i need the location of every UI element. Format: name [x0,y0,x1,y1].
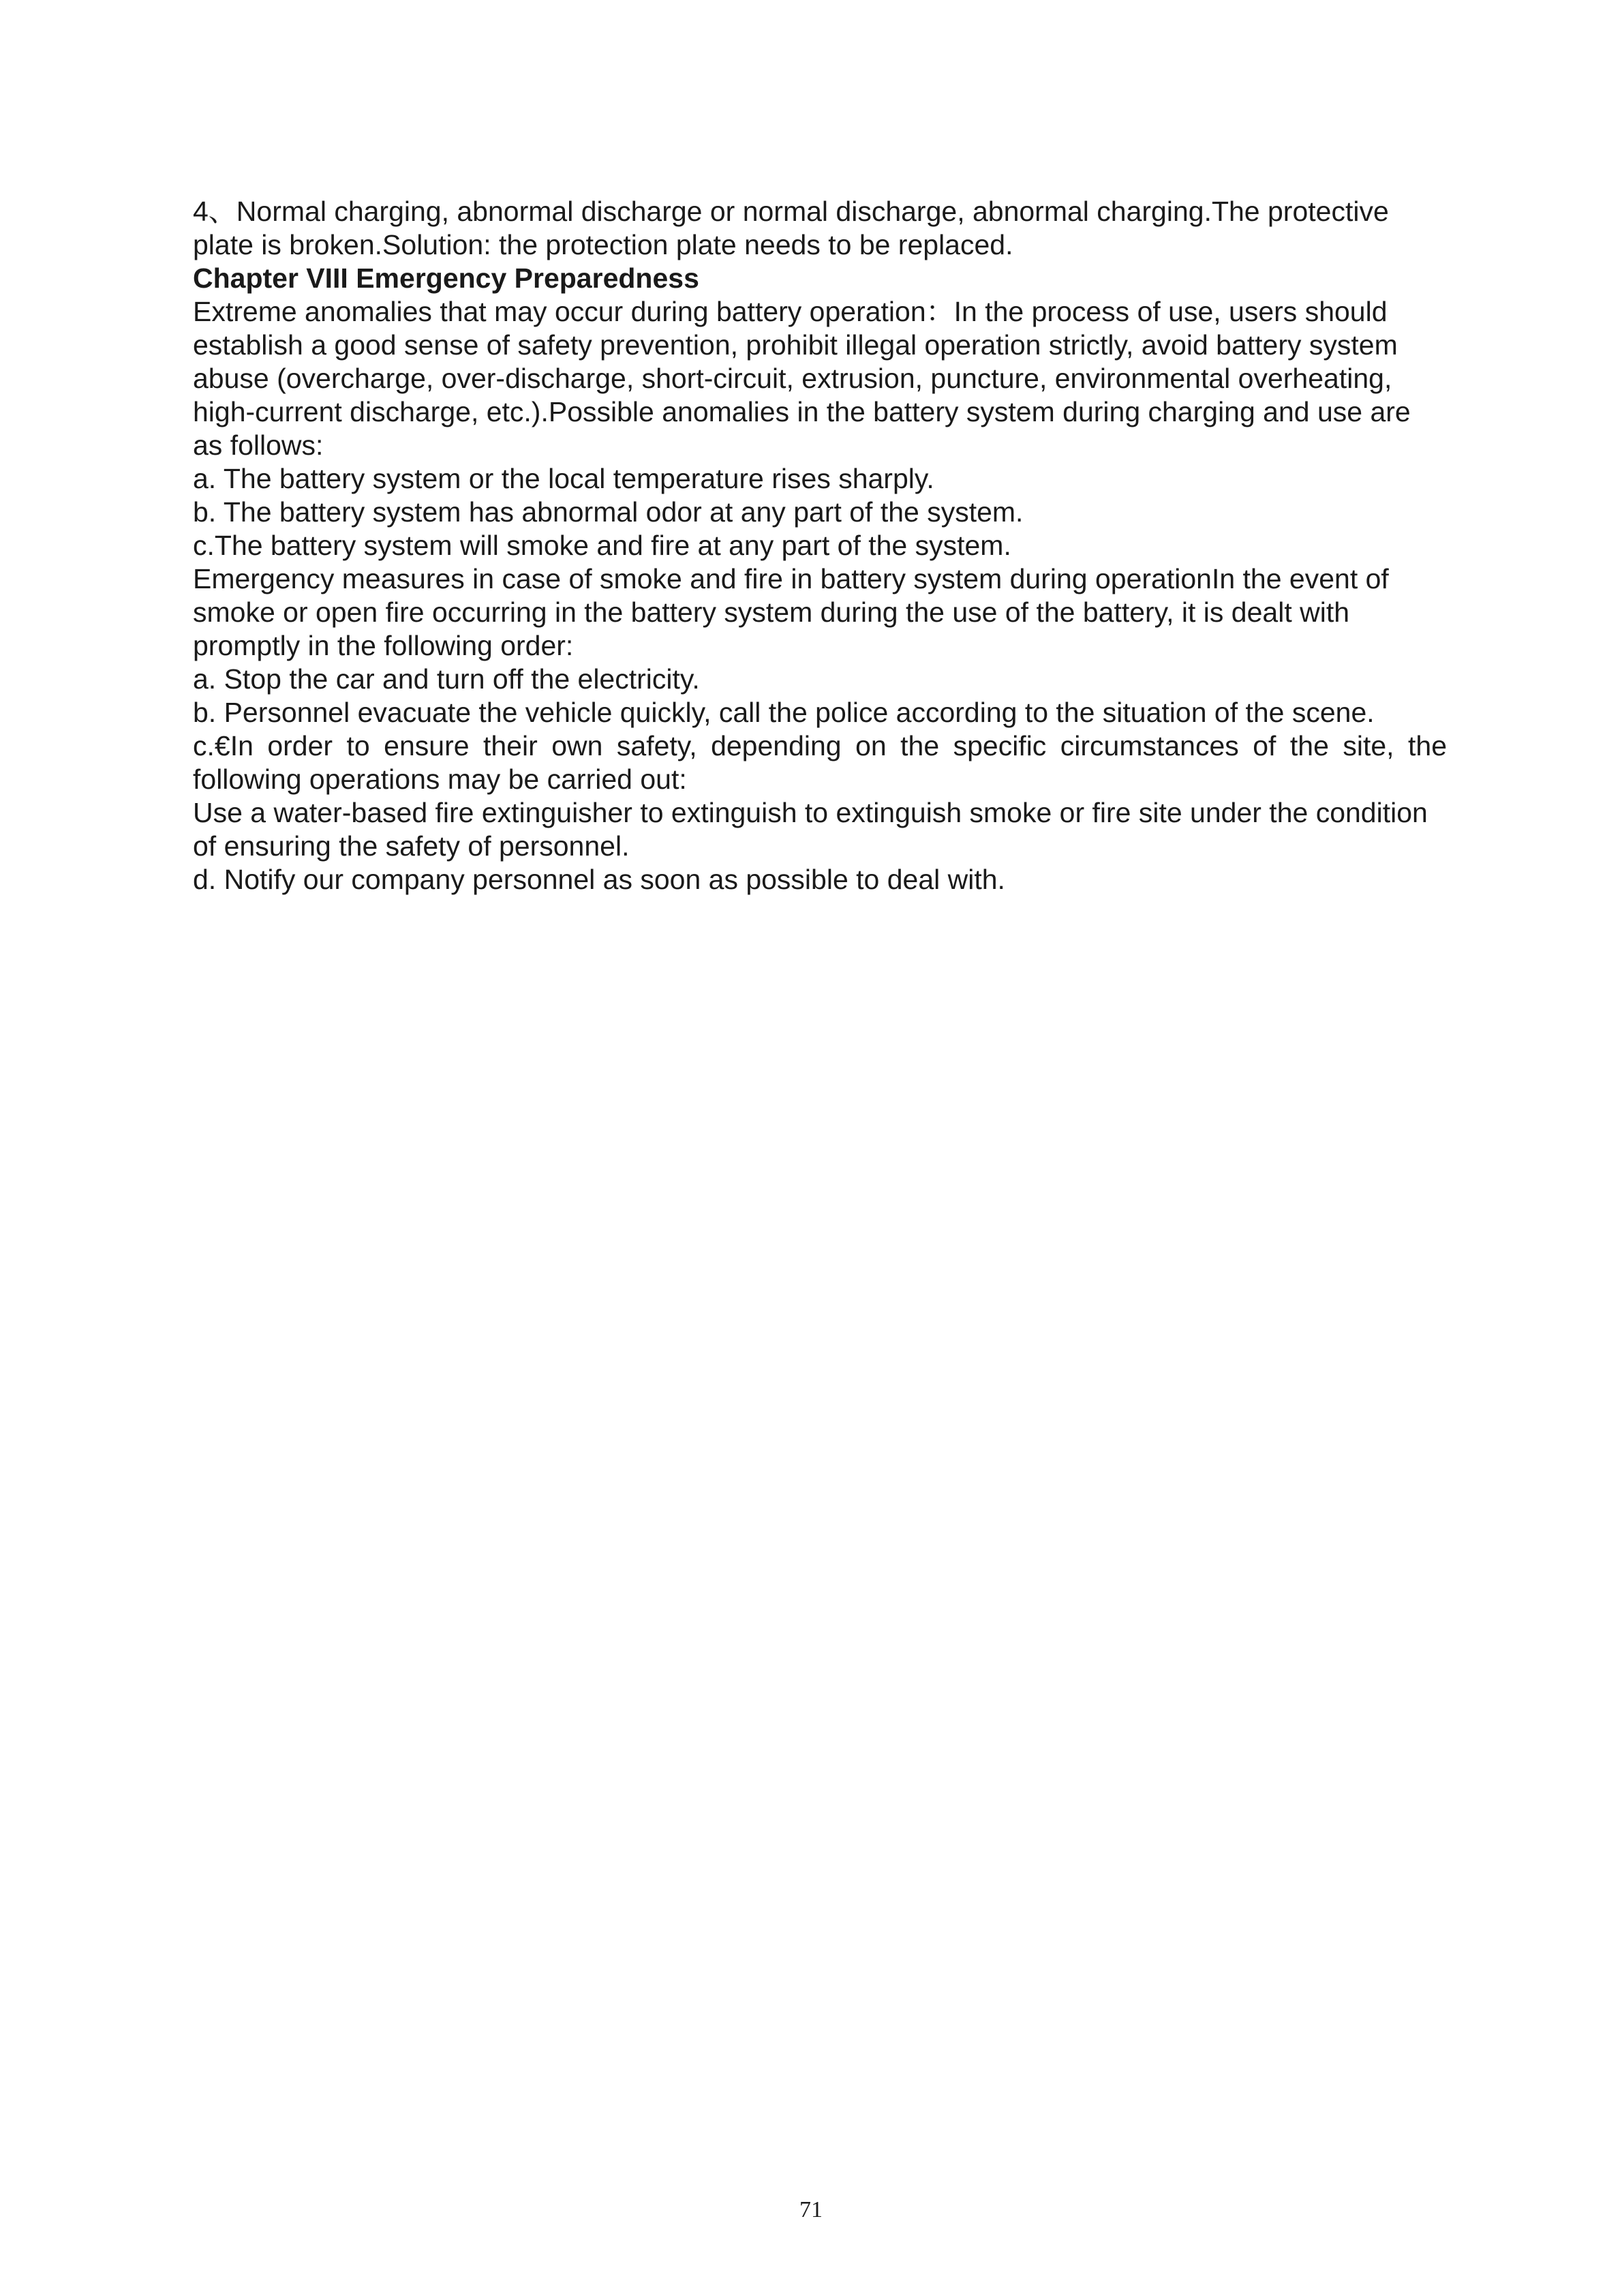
document-body [193,195,1447,896]
list-item-step-a: a. Stop the car and turn off the electricity. [193,663,700,695]
chapter-heading: Chapter VIII Emergency Preparedness [193,262,699,294]
list-item-step-d: d. Notify our company personnel as soon as possible to deal with. [193,864,1005,895]
list-item-anomaly-b: b. The battery system has abnormal odor at any part of the system. [193,496,1024,528]
list-item-step-c: c.€In order to ensure their own safety, depending on the specific circumstances of the site, the following operations may be carried out: [193,730,1447,795]
paragraph-extinguisher: Use a water-based fire extinguisher to extinguish to extinguish smoke or fire site under the condition of ensuring the safety of personnel. [193,797,1428,862]
list-item-anomaly-a: a. The battery system or the local temperature rises sharply. [193,463,934,494]
paragraph-emergency-measures: Emergency measures in case of smoke and fire in battery system during operationIn the event of smoke or open fire occurring in the battery system during the use of the battery, it is dealt with promptly in the following order: [193,563,1389,661]
list-item-anomaly-c: c.The battery system will smoke and fire at any part of the system. [193,530,1011,561]
paragraph-extreme-anomalies: Extreme anomalies that may occur during battery operation：In the process of use, users should establish a good sense of safety prevention, prohibit illegal operation strictly, avoid battery system abuse (overcharge, over-discharge, short-circuit, extrusion, puncture, environmental overheating, high-current discharge, etc.).Possible anomalies in the battery system during charging and use are as follows: [193,296,1411,461]
paragraph-protective-plate: 4、Normal charging, abnormal discharge or normal discharge, abnormal charging.The protective plate is broken.Solution: the protection plate needs to be replaced. [193,196,1389,260]
page-number: 71 [799,2197,823,2222]
list-item-step-b: b. Personnel evacuate the vehicle quickly, call the police according to the situation of the scene. [193,697,1375,728]
